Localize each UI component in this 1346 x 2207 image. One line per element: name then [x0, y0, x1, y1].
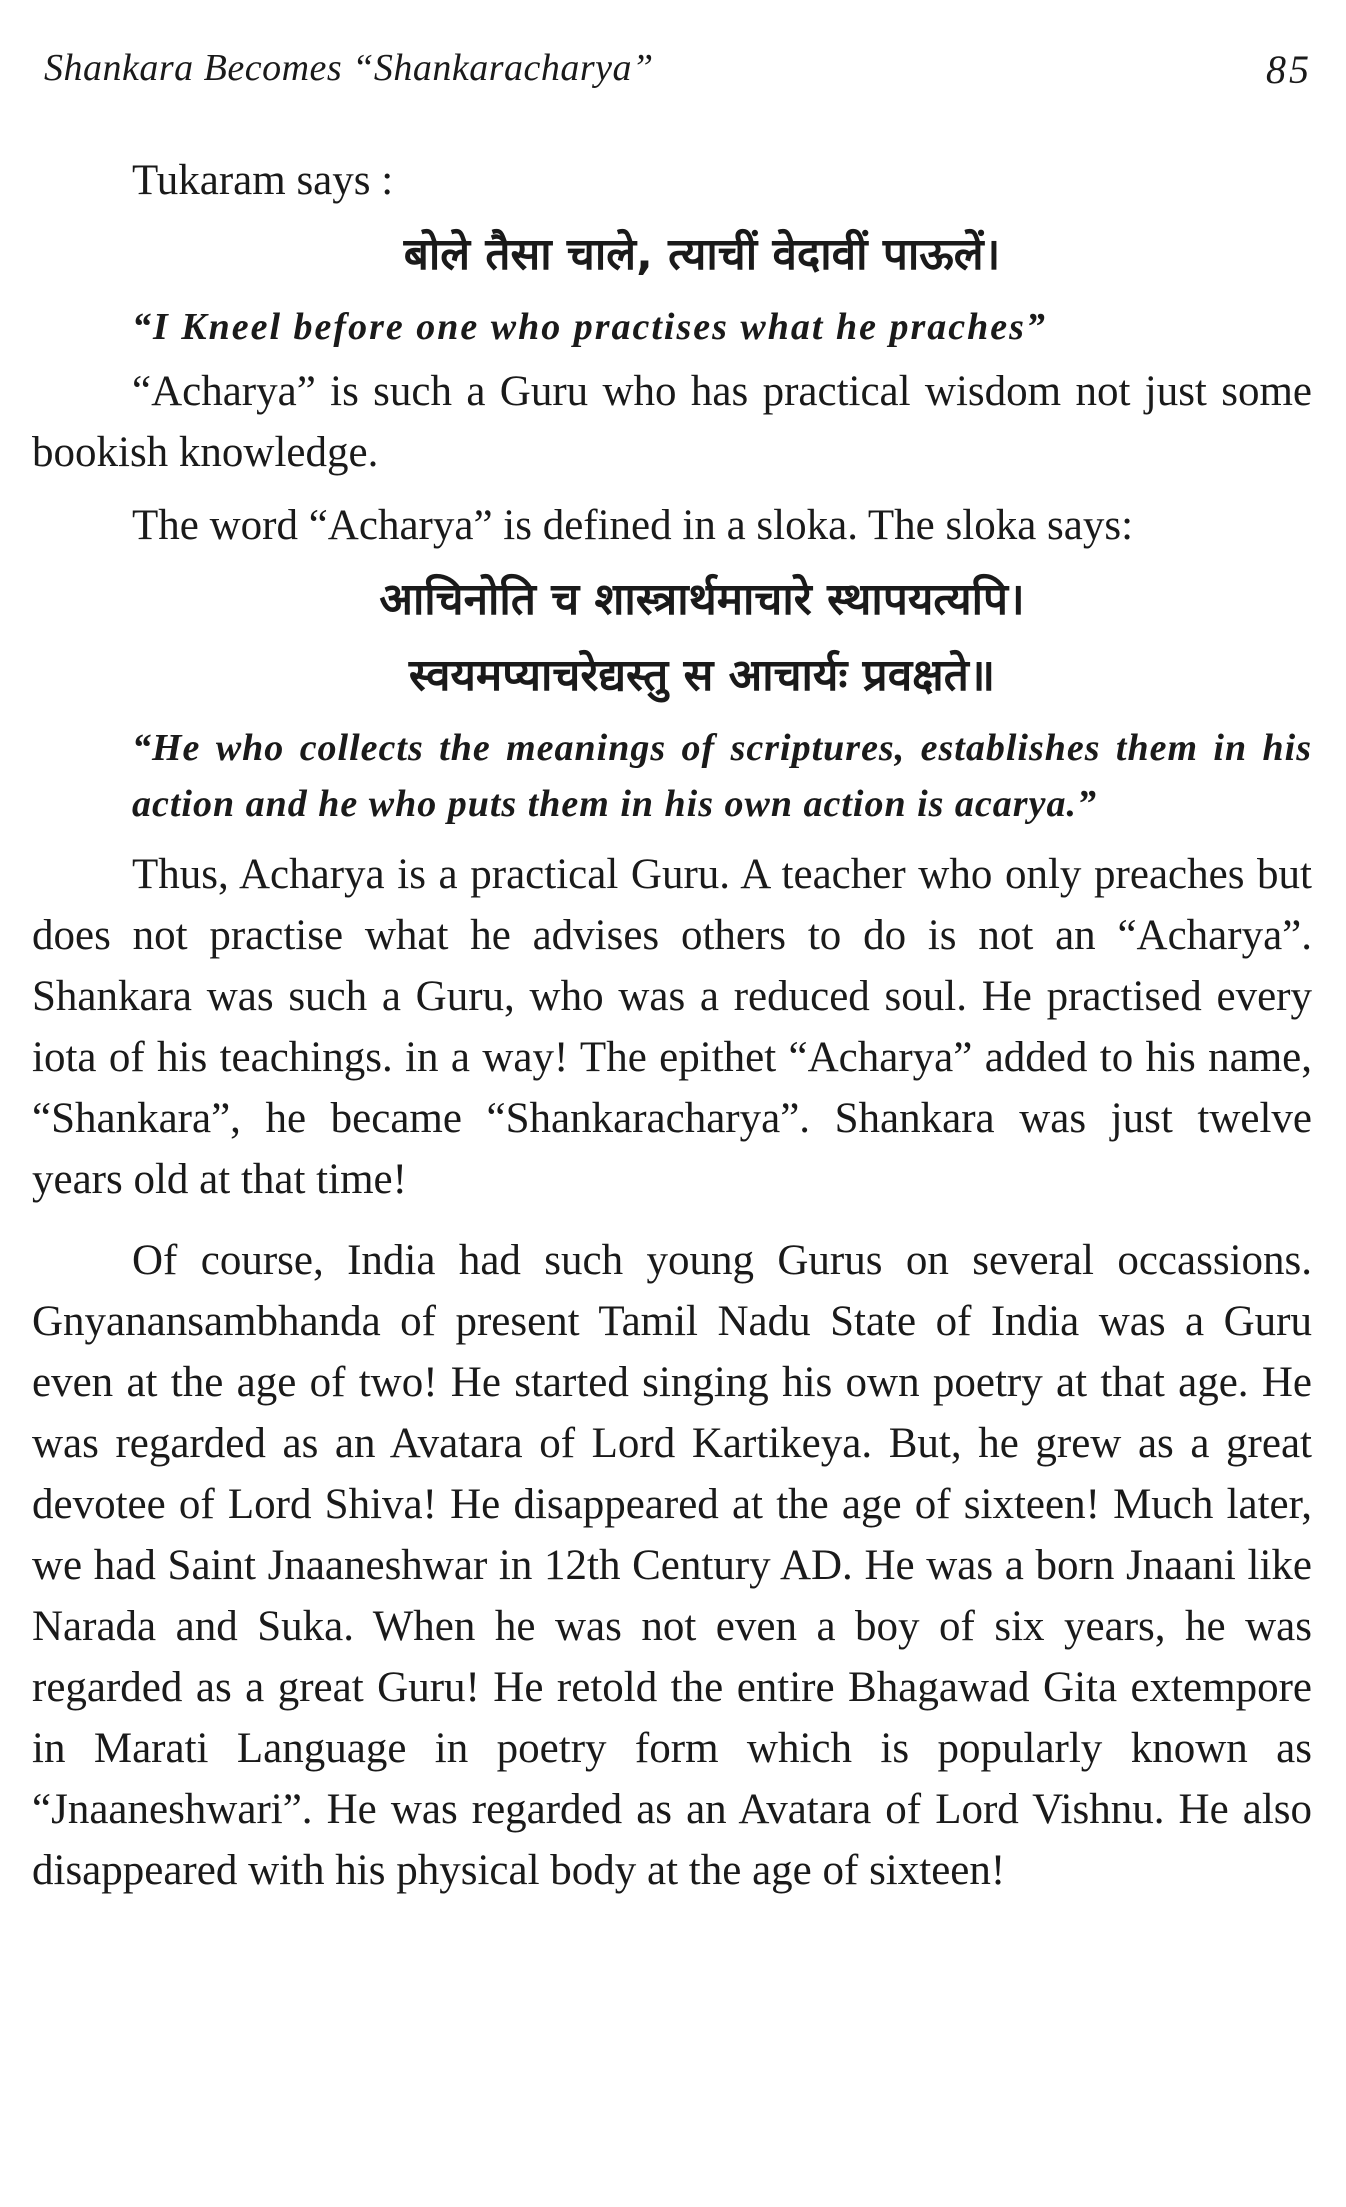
paragraph-sloka-intro: The word “Acharya” is defined in a sloka. The sloka says: [132, 502, 1134, 549]
paragraph-young-gurus: Of course, India had such young Gurus on several occassions. Gnyanansambhanda of present Tamil Nadu State of India was a Guru even at the age of two! He started singing his own poetry at that age. He was regarded as an Avatara of Lord Kartikeya. But, he grew as a great devotee of Lord Shiva! He disappeared at the age of sixteen! Much later, we had Saint Jnaaneshwar in 12th Century AD. He was a born Jnaani like Narada and Suka. When he was not even a boy of six years, he was regarded as a great Guru! He retold the entire Bhagawad Gita extempore in Marati Language in poetry form which is popularly known as “Jnaaneshwari”. He was regarded as an Avatara of Lord Vishnu. He also disappeared with his physical body at the age of sixteen! [32, 1237, 1312, 1894]
sloka-line-2: स्वयमप्याचरेद्यस्तु स आचार्यः प्रवक्षते॥ [408, 650, 996, 701]
tukaram-translation: “I Kneel before one who practises what he praches” [132, 306, 1047, 348]
running-header [44, 46, 1312, 96]
sloka-translation: “He who collects the meanings of scriptures, establishes them in his action and he who puts them in his own action is acarya.” [132, 727, 1312, 825]
page-number: 85 [1266, 47, 1312, 92]
running-title: Shankara Becomes “Shankaracharya” [44, 47, 654, 89]
sloka-line-1: आचिनोति च शास्त्रार्थमाचारे स्थापयत्यपि। [379, 574, 1025, 625]
paragraph-practical-guru: Thus, Acharya is a practical Guru. A teacher who only preaches but does not practise what he advises others to do is not an “Acharya”. Shankara was such a Guru, who was a reduced soul. He practised every iota of his teachings. in a way! The epithet “Acharya” added to his name, “Shankara”, he became “Shankaracharya”. Shankara was just twelve years old at that time! [32, 851, 1312, 1203]
tukaram-intro: Tukaram says : [132, 157, 394, 204]
paragraph-acharya-definition: “Acharya” is such a Guru who has practical wisdom not just some bookish knowledge. [32, 368, 1312, 476]
tukaram-verse: बोले तैसा चाले, त्याचीं वेदावीं पाऊलें। [403, 229, 1001, 280]
page-body [32, 150, 1312, 1901]
